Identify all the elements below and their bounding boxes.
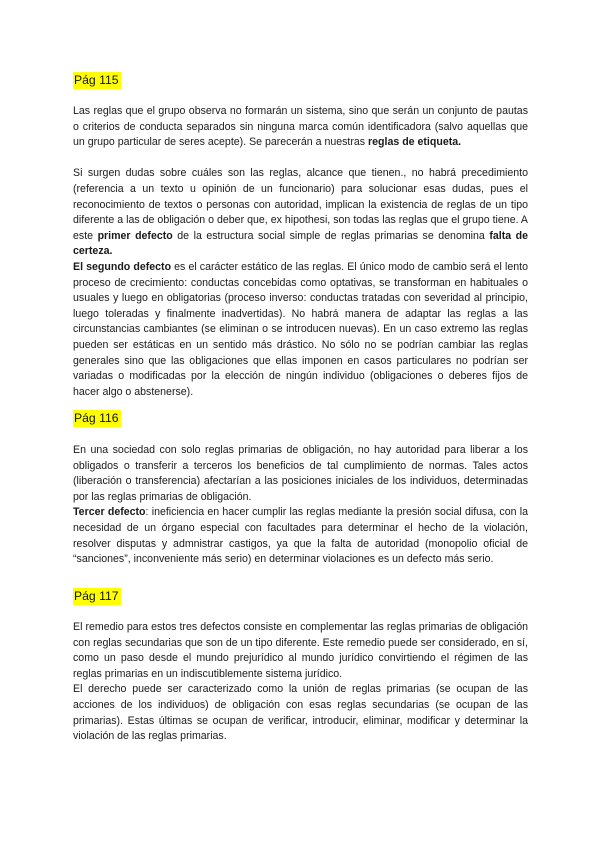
paragraph	[73, 505, 528, 567]
bold-term: reglas de etiqueta.	[368, 136, 462, 149]
section-pag-117	[73, 588, 528, 606]
paragraph-text: es el carácter estático de las reglas. El único modo de cambio será el lento proceso de crecimiento: conductas concebidas como optativas, se transforman en habituales o usuales y luego en obligatorias (proceso inverso: conductas tratadas con severidad al principio, luego toleradas y finalmente inadvertidas). No habrá manera de adaptar las reglas a las circunstancias cambiantes (se eliminan o se introducen nuevas). En un caso extremo las reglas pueden ser estáticas en un sentido más drástico. No sólo no se podrían cambiar las reglas generales sino que las obligaciones que ellas imponen en casos particulares no podrían ser variadas o modificadas por la elección de ningún individuo (obligaciones o deberes fijos de hacer algo o abstenerse).	[73, 260, 528, 398]
paragraph	[73, 443, 528, 505]
paragraph	[73, 104, 528, 151]
paragraph-text: En una sociedad con solo reglas primarias de obligación, no hay autoridad para liberar a los obligados o transferir a terceros los beneficios de tal cumplimiento de normas. Tales actos (liberación o transferencia) afectarían a las posiciones iniciales de los individuos, determinadas por las reglas primarias de obligación.	[73, 444, 528, 503]
section-pag-116-body	[73, 443, 528, 568]
paragraph	[73, 620, 528, 682]
paragraph-text: El derecho puede ser caracterizado como la unión de reglas primarias (se ocupan de las acciones de los individuos) de obligación con esas reglas secundarias (se ocupan de las primarias). Estas últimas se ocupan de verificar, introducir, eliminar, modificar y determinar la violación de las reglas primarias.	[73, 683, 528, 743]
section-pag-117-body	[73, 620, 528, 745]
page-label-highlight: Pág 117	[74, 589, 119, 603]
section-pag-115	[73, 72, 528, 90]
bold-term: falta de certeza.	[73, 229, 529, 258]
paragraph-text: : ineficiencia en hacer cumplir las reglas mediante la presión social difusa, con la necesidad de un órgano especial con facultades para determinar el hecho de la violación, resolver disputas y admnistrar castigos, ya que la falta de autoridad (monopolio oficial de “sanciones”, inconveniente más serio) en determinar violaciones es un defecto más serio.	[73, 506, 528, 566]
paragraph	[73, 260, 528, 400]
section-pag-116	[73, 410, 528, 428]
paragraph	[73, 166, 528, 260]
bold-term: El segundo defecto	[73, 260, 172, 273]
section-pag-115-body	[73, 104, 528, 400]
paragraph-text: de la estructura social simple de reglas primarias se denomina	[172, 229, 490, 242]
bold-term: Tercer defecto	[73, 506, 146, 519]
paragraph-text: El remedio para estos tres defectos consiste en complementar las reglas primarias de obligación con reglas secundarias que son de un tipo diferente. Este remedio puede ser considerado, en sí, como un paso desde el mundo prejurídico al mundo jurídico convirtiendo el régimen de las reglas primarias en un indiscutiblemente sistema jurídico.	[73, 621, 528, 680]
paragraph-text: Si surgen dudas sobre cuáles son las reglas, alcance que tienen., no habrá precedimiento (referencia a un texto u opinión de un funcionario) para solucionar esas dudas, pues el reconocimiento de textos o personas con autoridad, implican la existencia de reglas de un tipo diferente a las de obligación o deber que, ex hipothesi, son todas las reglas que el grupo tiene. A este	[73, 167, 528, 242]
bold-term: primer defecto	[97, 229, 173, 242]
page-label-highlight: Pág 116	[74, 411, 119, 425]
paragraph	[73, 682, 528, 744]
paragraph-text: Las reglas que el grupo observa no formarán un sistema, sino que serán un conjunto de pautas o criterios de conducta separados sin ninguna marca común identificadora (salvo aquellas que un grupo particular de seres acepte). Se parecerán a nuestras	[73, 105, 528, 149]
page-label-highlight: Pág 115	[74, 73, 119, 87]
